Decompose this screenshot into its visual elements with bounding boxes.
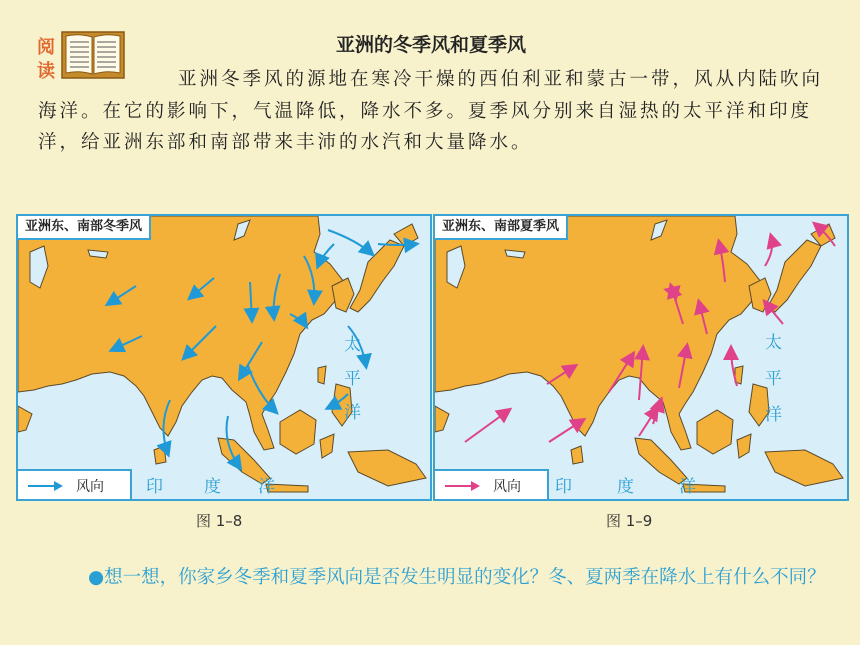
borneo bbox=[280, 410, 316, 454]
pacific-label-3: 洋 bbox=[344, 403, 361, 423]
indian-label-2: 度 bbox=[204, 477, 221, 497]
pacific-label-1: 太 bbox=[344, 335, 361, 355]
winter-map-graphic bbox=[18, 216, 430, 499]
pacific-label-2: 平 bbox=[765, 369, 782, 389]
indian-label-3: 洋 bbox=[679, 477, 696, 497]
summer-legend bbox=[435, 469, 549, 499]
arabia-tip bbox=[435, 406, 449, 432]
sri-lanka bbox=[154, 446, 166, 464]
winter-monsoon-map bbox=[16, 214, 432, 501]
summer-map-title: 亚洲东、南部夏季风 bbox=[435, 216, 568, 240]
article-title: 亚洲的冬季风和夏季风 bbox=[336, 34, 527, 56]
borneo bbox=[697, 410, 733, 454]
reading-badge-char-1: 阅 bbox=[37, 37, 55, 58]
summer-legend-label: 风向 bbox=[493, 479, 521, 495]
pacific-label-1: 太 bbox=[765, 333, 782, 353]
indian-label-1: 印 bbox=[555, 477, 572, 497]
japan bbox=[350, 240, 404, 312]
winter-map-title: 亚洲东、南部冬季风 bbox=[18, 216, 151, 240]
bullet-icon: ● bbox=[88, 567, 105, 588]
summer-monsoon-map bbox=[433, 214, 849, 501]
hokkaido bbox=[394, 224, 418, 246]
figure-caption-1-9: 图 1–9 bbox=[606, 512, 653, 530]
winter-legend bbox=[18, 469, 132, 499]
reading-badge-char-2: 读 bbox=[37, 61, 55, 82]
arabia-tip bbox=[18, 406, 32, 432]
summer-map-graphic bbox=[435, 216, 847, 499]
sulawesi bbox=[320, 434, 334, 458]
article-paragraph: 亚洲冬季风的源地在寒冷干燥的西伯利亚和蒙古一带，风从内陆吹向海洋。在它的影响下，气温降低，降水不多。夏季风分别来自湿热的太平洋和印度洋，给亚洲东部和南部带来丰沛的水汽和大量降水。 bbox=[38, 69, 824, 153]
indian-label-2: 度 bbox=[617, 477, 634, 497]
question-text: 想一想，你家乡冬季和夏季风向是否发生明显的变化？冬、夏两季在降水上有什么不同？ bbox=[104, 567, 826, 588]
sulawesi bbox=[737, 434, 751, 458]
winter-legend-label: 风向 bbox=[76, 479, 104, 495]
pacific-label-2: 平 bbox=[344, 369, 361, 389]
new-guinea bbox=[765, 450, 843, 486]
legend-arrow-icon bbox=[445, 480, 481, 492]
indian-label-1: 印 bbox=[146, 477, 163, 497]
legend-arrow-icon bbox=[28, 480, 64, 492]
taiwan bbox=[318, 366, 326, 384]
sri-lanka bbox=[571, 446, 583, 464]
pacific-label-3: 洋 bbox=[765, 405, 782, 425]
japan bbox=[767, 240, 821, 312]
figure-caption-1-8: 图 1–8 bbox=[196, 512, 243, 530]
think-question bbox=[38, 563, 828, 593]
hokkaido bbox=[811, 224, 835, 246]
new-guinea bbox=[348, 450, 426, 486]
indian-label-3: 洋 bbox=[258, 477, 275, 497]
